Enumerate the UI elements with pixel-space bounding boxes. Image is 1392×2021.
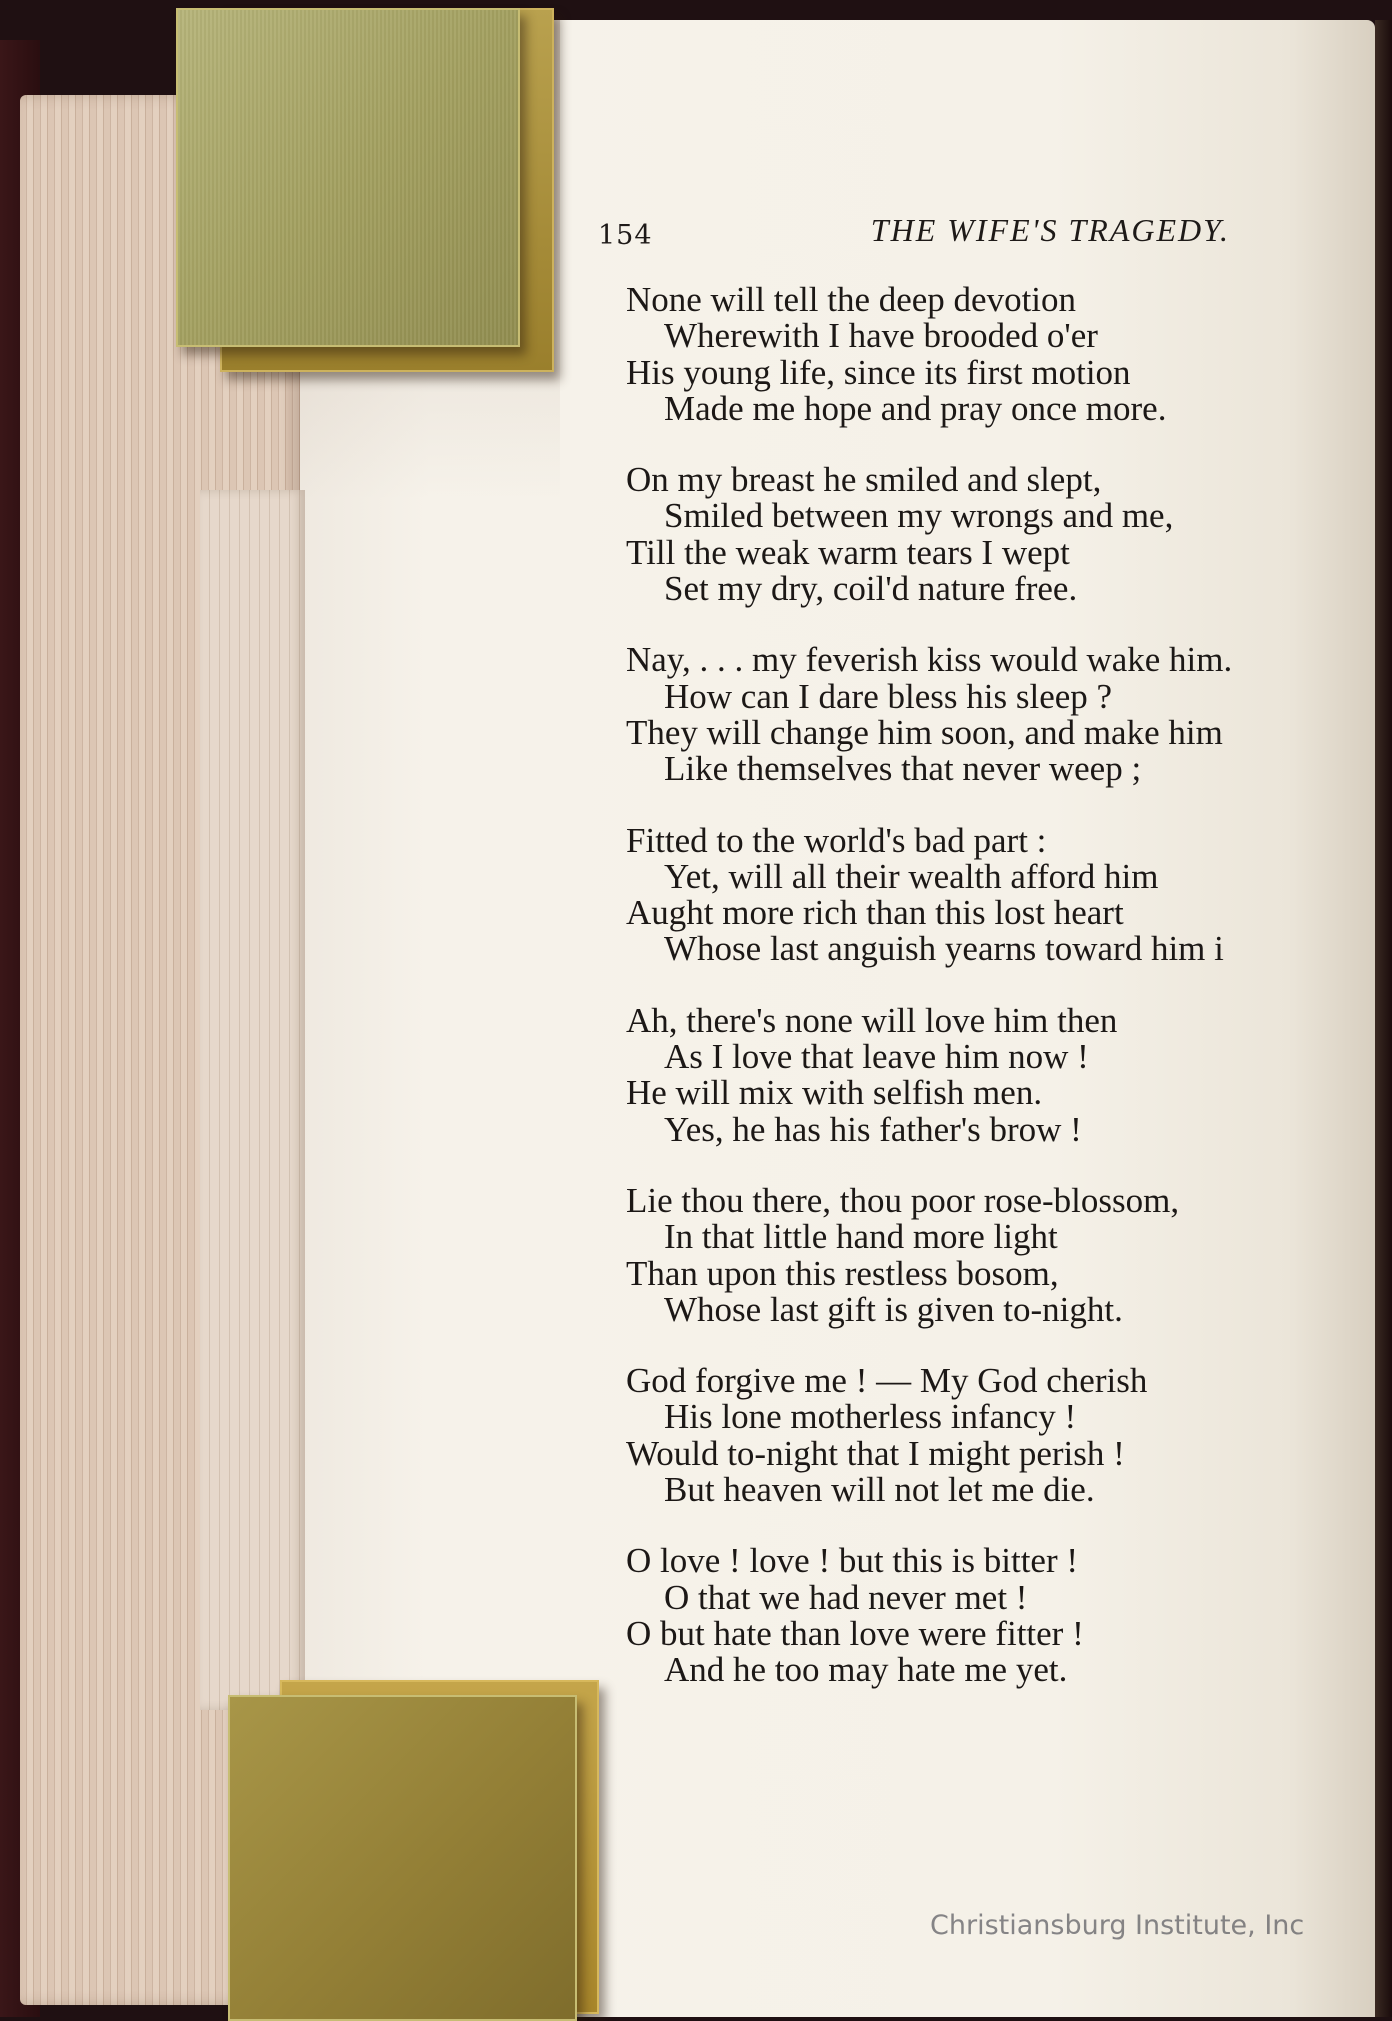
poem-line: Yet, will all their wealth afford him: [664, 856, 1159, 896]
poem-line: Like themselves that never weep ;: [664, 749, 1142, 789]
page-number: 154: [598, 220, 653, 251]
poem-line: Nay, . . . my feverish kiss would wake him.: [626, 640, 1233, 680]
right-cover-edge: [1375, 20, 1392, 2017]
poem-line: They will change him soon, and make him: [626, 712, 1223, 752]
inner-page-stack: [200, 490, 305, 1710]
watermark: Christiansburg Institute, Inc: [930, 1910, 1305, 1941]
poem-line: How can I dare bless his sleep ?: [664, 676, 1113, 716]
stanza: [626, 642, 1326, 787]
poem: [626, 282, 1326, 1724]
poem-line: Fitted to the world's bad part :: [626, 820, 1047, 860]
poem-line: He will mix with selfish men.: [626, 1073, 1043, 1113]
poem-line: Yes, he has his father's brow !: [664, 1109, 1082, 1149]
poem-line: Aught more rich than this lost heart: [626, 893, 1124, 933]
running-title: THE WIFE'S TRAGEDY.: [870, 212, 1230, 248]
poem-line: God forgive me ! — My God cherish: [626, 1361, 1148, 1401]
poem-line: O that we had never met !: [664, 1577, 1028, 1617]
stanza: [626, 820, 1326, 969]
poem-line: His young life, since its first motion: [626, 352, 1131, 392]
poem-line: O but hate than love were fitter !: [626, 1613, 1084, 1653]
top-page-clip: [176, 8, 520, 347]
poem-line: Set my dry, coil'd nature free.: [664, 569, 1078, 609]
stanza: [626, 1363, 1326, 1508]
page-header: [598, 212, 1230, 256]
poem-line: Would to-night that I might perish !: [626, 1433, 1125, 1473]
poem-line: Wherewith I have brooded o'er: [664, 316, 1098, 356]
bottom-page-clip: [228, 1695, 577, 2021]
poem-line: In that little hand more light: [664, 1217, 1058, 1257]
poem-line: Smiled between my wrongs and me,: [664, 496, 1174, 536]
poem-line: Made me hope and pray once more.: [664, 388, 1167, 428]
poem-line: Till the weak warm tears I wept: [626, 532, 1070, 572]
poem-line: But heaven will not let me die.: [664, 1470, 1095, 1510]
poem-line: As I love that leave him now !: [664, 1037, 1089, 1077]
poem-line: And he too may hate me yet.: [664, 1650, 1068, 1690]
poem-line: Ah, there's none will love him then: [626, 1000, 1118, 1040]
stanza: [626, 462, 1326, 607]
poem-line: None will tell the deep devotion: [626, 280, 1077, 319]
stanza: [626, 1000, 1326, 1149]
poem-line: On my breast he smiled and slept,: [626, 460, 1102, 500]
stanza: [626, 282, 1326, 427]
poem-line: Whose last gift is given to-night.: [664, 1289, 1123, 1329]
stanza: [626, 1180, 1326, 1329]
poem-line: O love ! love ! but this is bitter !: [626, 1541, 1079, 1581]
poem-line: Lie thou there, thou poor rose-blossom,: [626, 1180, 1180, 1220]
poem-line: His lone motherless infancy !: [664, 1397, 1077, 1437]
poem-line: Whose last anguish yearns toward him i: [664, 929, 1224, 969]
poem-line: Than upon this restless bosom,: [626, 1253, 1059, 1293]
stanza: [626, 1543, 1326, 1688]
